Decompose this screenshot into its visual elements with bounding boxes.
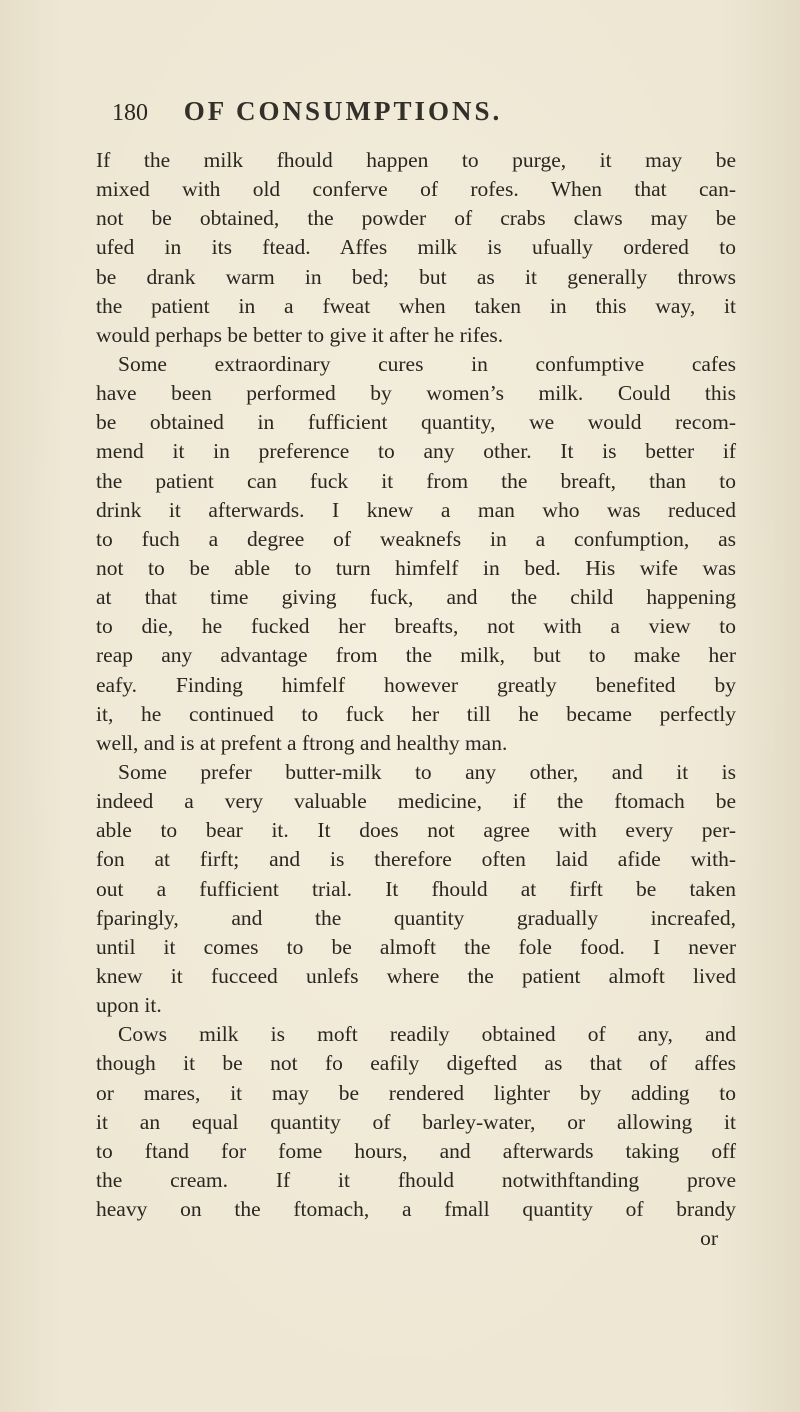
- text-line: drink it afterwards. I knew a man who was reduced: [96, 497, 736, 522]
- text-line: to die, he fucked her breafts, not with a view to: [96, 614, 736, 639]
- text-line: not to be able to turn himfelf in bed. His wife was: [96, 555, 736, 580]
- text-line: to ftand for fome hours, and afterwards taking off: [96, 1138, 736, 1163]
- text-line: upon it.: [96, 993, 162, 1018]
- text-line: at that time giving fuck, and the child happening: [96, 585, 736, 610]
- text-line: or mares, it may be rendered lighter by adding to: [96, 1080, 736, 1105]
- body-text: [96, 146, 736, 1253]
- text-line: be drank warm in bed; but as it generally throws: [96, 264, 736, 289]
- text-line: fparingly, and the quantity gradually increafed,: [96, 905, 736, 930]
- text-line: be obtained in fufficient quantity, we would recom-: [96, 410, 736, 435]
- text-line: out a fufficient trial. It fhould at firft be taken: [96, 876, 736, 901]
- text-line: to fuch a degree of weaknefs in a confumption, as: [96, 526, 736, 551]
- text-line: though it be not fo eafily digefted as that of affes: [96, 1051, 736, 1076]
- text-line: would perhaps be better to give it after he rifes.: [96, 322, 504, 347]
- text-line: it an equal quantity of barley-water, or allowing it: [96, 1109, 736, 1134]
- text-line: Some prefer butter-milk to any other, and it is: [118, 759, 736, 784]
- text-line: Some extraordinary cures in confumptive cafes: [118, 351, 736, 376]
- text-line: well, and is at prefent a ftrong and healthy man.: [96, 730, 508, 755]
- text-line: it, he continued to fuck her till he became perfectly: [96, 701, 736, 726]
- text-line: until it comes to be almoft the fole food. I never: [96, 934, 736, 959]
- catchword: or: [700, 1226, 718, 1251]
- text-line: able to bear it. It does not agree with every per-: [96, 818, 736, 843]
- text-line: reap any advantage from the milk, but to make her: [96, 643, 736, 668]
- text-line: mixed with old conferve of rofes. When that can-: [96, 177, 736, 202]
- text-line: the cream. If it fhould notwithftanding prove: [96, 1167, 736, 1192]
- text-line: not be obtained, the powder of crabs claws may be: [96, 206, 736, 231]
- text-line: mend it in preference to any other. It is better if: [96, 439, 736, 464]
- page-number: 180: [112, 100, 148, 126]
- page-header: [112, 96, 712, 136]
- running-title: OF CONSUMPTIONS.: [183, 96, 503, 126]
- text-line: the patient can fuck it from the breaft, than to: [96, 468, 736, 493]
- text-line: have been performed by women’s milk. Could this: [96, 381, 736, 406]
- text-line: indeed a very valuable medicine, if the ftomach be: [96, 789, 736, 814]
- text-line: If the milk fhould happen to purge, it may be: [96, 148, 736, 172]
- text-line: Cows milk is moft readily obtained of any, and: [118, 1022, 736, 1047]
- text-line: the patient in a fweat when taken in this way, it: [96, 293, 736, 318]
- text-line: fon at firft; and is therefore often laid afide with-: [96, 847, 736, 872]
- text-line: heavy on the ftomach, a fmall quantity of brandy: [96, 1197, 736, 1222]
- text-line: knew it fucceed unlefs where the patient almoft lived: [96, 963, 736, 988]
- text-line: ufed in its ftead. Affes milk is ufually ordered to: [96, 235, 736, 260]
- text-line: eafy. Finding himfelf however greatly benefited by: [96, 672, 736, 697]
